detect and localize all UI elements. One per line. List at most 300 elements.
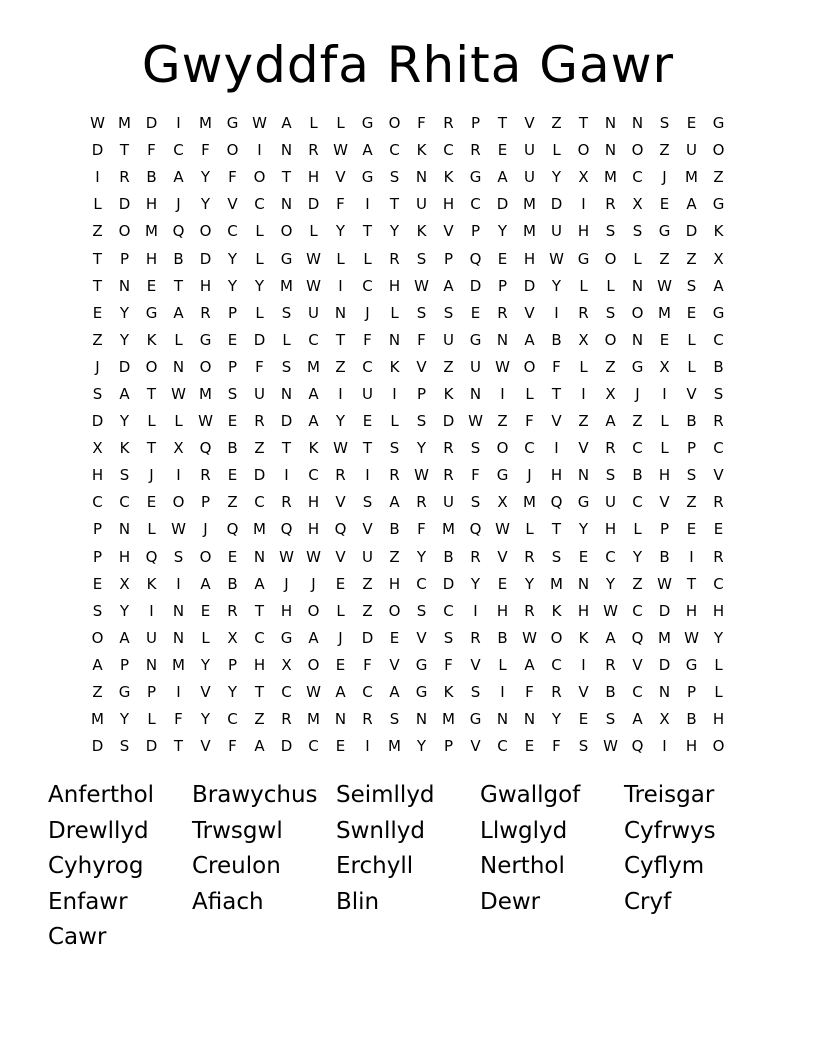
grid-letter: L xyxy=(336,601,345,620)
grid-letter: H xyxy=(307,520,320,539)
grid-letter: L xyxy=(255,303,264,322)
grid-letter: Y xyxy=(119,710,130,729)
grid-row xyxy=(84,273,732,300)
grid-row xyxy=(84,598,732,625)
grid-letter: S xyxy=(281,357,292,376)
grid-letter: R xyxy=(119,168,130,187)
grid-letter: V xyxy=(578,439,589,458)
grid-letter: V xyxy=(416,357,427,376)
grid-letter: C xyxy=(443,601,454,620)
grid-letter: Y xyxy=(200,655,211,674)
grid-letter: U xyxy=(146,628,157,647)
grid-letter: Z xyxy=(92,330,103,349)
grid-letter: R xyxy=(605,655,616,674)
grid-letter: S xyxy=(470,439,481,458)
grid-letter: S xyxy=(362,493,373,512)
grid-letter: T xyxy=(578,114,589,133)
grid-letter: U xyxy=(470,357,481,376)
grid-letter: Q xyxy=(631,737,644,756)
grid-letter: G xyxy=(280,628,293,647)
grid-letter: O xyxy=(145,357,158,376)
grid-letter: Y xyxy=(119,412,130,431)
grid-letter: R xyxy=(443,466,454,485)
grid-letter: B xyxy=(227,574,238,593)
grid-letter: C xyxy=(497,737,508,756)
grid-letter: M xyxy=(523,195,536,214)
grid-letter: B xyxy=(686,412,697,431)
grid-letter: C xyxy=(389,141,400,160)
grid-letter: A xyxy=(308,384,319,403)
grid-letter: B xyxy=(659,547,670,566)
grid-letter: X xyxy=(578,168,589,187)
grid-letter: C xyxy=(308,466,319,485)
grid-letter: K xyxy=(389,357,400,376)
grid-letter: I xyxy=(365,737,370,756)
grid-letter: A xyxy=(713,276,724,295)
grid-letter: C xyxy=(173,141,184,160)
grid-letter: K xyxy=(146,574,157,593)
grid-letter: W xyxy=(495,520,510,539)
grid-letter: C xyxy=(551,655,562,674)
grid-letter: P xyxy=(119,655,130,674)
grid-letter: M xyxy=(172,655,185,674)
grid-letter: A xyxy=(389,683,400,702)
grid-row xyxy=(84,327,732,354)
grid-letter: I xyxy=(554,303,559,322)
grid-letter: R xyxy=(416,493,427,512)
grid-letter: U xyxy=(551,222,562,241)
grid-letter: M xyxy=(523,493,536,512)
grid-letter: I xyxy=(500,384,505,403)
word-list-item: Cyflym xyxy=(624,853,705,879)
grid-letter: R xyxy=(524,601,535,620)
grid-letter: C xyxy=(524,439,535,458)
grid-letter: V xyxy=(362,520,373,539)
grid-letter: H xyxy=(577,601,590,620)
grid-letter: W xyxy=(603,737,618,756)
grid-letter: D xyxy=(658,601,671,620)
grid-letter: R xyxy=(389,249,400,268)
grid-letter: H xyxy=(118,547,131,566)
grid-letter: N xyxy=(523,710,536,729)
grid-letter: R xyxy=(524,547,535,566)
grid-letter: T xyxy=(362,222,373,241)
word-list-item: Drewllyd xyxy=(48,817,149,844)
grid-letter: J xyxy=(365,303,370,322)
grid-letter: C xyxy=(713,574,724,593)
grid-letter: P xyxy=(497,276,508,295)
grid-letter: W xyxy=(306,683,321,702)
grid-letter: Z xyxy=(92,683,103,702)
grid-letter: I xyxy=(662,737,667,756)
grid-letter: T xyxy=(254,601,265,620)
grid-letter: S xyxy=(686,466,697,485)
grid-letter: Z xyxy=(713,168,724,187)
grid-letter: T xyxy=(173,737,184,756)
grid-letter: R xyxy=(605,439,616,458)
grid-letter: N xyxy=(172,601,185,620)
grid-letter: Z xyxy=(254,710,265,729)
grid-letter: R xyxy=(443,439,454,458)
grid-letter: Y xyxy=(254,276,265,295)
grid-letter: T xyxy=(119,141,130,160)
grid-letter: N xyxy=(145,655,158,674)
grid-letter: P xyxy=(92,547,103,566)
grid-letter: I xyxy=(689,547,694,566)
grid-letter: S xyxy=(605,710,616,729)
grid-letter: Y xyxy=(632,547,643,566)
grid-letter: X xyxy=(605,384,616,403)
grid-row xyxy=(84,245,732,272)
grid-letter: C xyxy=(119,493,130,512)
grid-letter: N xyxy=(280,195,293,214)
grid-letter: A xyxy=(119,384,130,403)
grid-row xyxy=(84,516,732,543)
grid-letter: H xyxy=(199,276,212,295)
grid-letter: A xyxy=(119,628,130,647)
grid-letter: N xyxy=(118,276,131,295)
grid-letter: S xyxy=(443,628,454,647)
grid-letter: A xyxy=(254,574,265,593)
grid-letter: T xyxy=(686,574,697,593)
grid-letter: D xyxy=(550,195,563,214)
word-list-item: Blin xyxy=(336,888,380,915)
grid-letter: T xyxy=(335,330,346,349)
grid-letter: F xyxy=(363,655,372,674)
grid-letter: M xyxy=(523,222,536,241)
grid-letter: I xyxy=(662,384,667,403)
grid-letter: W xyxy=(657,276,672,295)
grid-letter: Y xyxy=(200,710,211,729)
grid-letter: U xyxy=(524,168,535,187)
grid-letter: G xyxy=(415,655,428,674)
grid-letter: W xyxy=(684,628,699,647)
word-list-item: Anferthol xyxy=(48,782,155,808)
grid-letter: Q xyxy=(631,628,644,647)
grid-letter: L xyxy=(390,412,399,431)
grid-letter: S xyxy=(92,601,103,620)
grid-letter: D xyxy=(685,222,698,241)
grid-letter: O xyxy=(226,141,239,160)
grid-letter: S xyxy=(281,303,292,322)
grid-letter: C xyxy=(308,330,319,349)
grid-letter: G xyxy=(415,683,428,702)
grid-letter: N xyxy=(334,710,347,729)
grid-letter: W xyxy=(252,114,267,133)
grid-letter: G xyxy=(118,683,131,702)
grid-letter: F xyxy=(444,655,453,674)
grid-letter: G xyxy=(199,330,212,349)
grid-letter: Z xyxy=(632,412,643,431)
grid-letter: V xyxy=(632,655,643,674)
grid-letter: I xyxy=(338,384,343,403)
grid-letter: Q xyxy=(199,439,212,458)
grid-letter: Y xyxy=(389,222,400,241)
grid-letter: S xyxy=(389,710,400,729)
grid-letter: P xyxy=(200,493,211,512)
grid-letter: E xyxy=(686,520,697,539)
grid-letter: A xyxy=(524,655,535,674)
grid-letter: F xyxy=(417,520,426,539)
grid-letter: H xyxy=(253,655,266,674)
grid-letter: N xyxy=(280,384,293,403)
grid-letter: W xyxy=(549,249,564,268)
grid-letter: I xyxy=(365,466,370,485)
grid-letter: G xyxy=(145,303,158,322)
grid-letter: K xyxy=(713,222,724,241)
grid-letter: S xyxy=(551,547,562,566)
grid-letter: T xyxy=(389,195,400,214)
grid-letter: X xyxy=(713,249,724,268)
grid-letter: H xyxy=(577,222,590,241)
grid-letter: I xyxy=(581,384,586,403)
grid-letter: I xyxy=(257,141,262,160)
grid-letter: Z xyxy=(389,547,400,566)
grid-letter: L xyxy=(579,357,588,376)
word-list xyxy=(48,778,788,956)
grid-letter: K xyxy=(308,439,319,458)
grid-letter: T xyxy=(551,384,562,403)
grid-letter: L xyxy=(525,384,534,403)
grid-letter: L xyxy=(390,303,399,322)
grid-letter: J xyxy=(95,357,100,376)
grid-letter: W xyxy=(198,412,213,431)
grid-letter: Y xyxy=(227,683,238,702)
grid-letter: O xyxy=(631,303,644,322)
grid-letter: K xyxy=(416,222,427,241)
grid-letter: E xyxy=(578,547,589,566)
grid-letter: E xyxy=(389,628,400,647)
grid-letter: I xyxy=(392,384,397,403)
grid-letter: R xyxy=(713,493,724,512)
grid-letter: W xyxy=(495,357,510,376)
grid-letter: E xyxy=(497,141,508,160)
grid-letter: T xyxy=(92,249,103,268)
grid-letter: I xyxy=(284,466,289,485)
grid-letter: E xyxy=(497,249,508,268)
grid-letter: H xyxy=(658,466,671,485)
word-list-item: Cryf xyxy=(624,888,672,915)
grid-letter: K xyxy=(416,141,427,160)
grid-letter: L xyxy=(147,710,156,729)
grid-letter: Z xyxy=(578,412,589,431)
grid-letter: N xyxy=(118,520,131,539)
grid-letter: Z xyxy=(335,357,346,376)
grid-letter: M xyxy=(442,520,455,539)
grid-letter: M xyxy=(658,303,671,322)
grid-letter: I xyxy=(338,276,343,295)
grid-letter: G xyxy=(469,168,482,187)
grid-letter: D xyxy=(253,330,266,349)
grid-letter: L xyxy=(633,249,642,268)
grid-letter: F xyxy=(147,141,156,160)
grid-letter: R xyxy=(281,493,292,512)
grid-letter: Z xyxy=(362,574,373,593)
grid-letter: U xyxy=(443,493,454,512)
grid-letter: O xyxy=(199,547,212,566)
grid-letter: C xyxy=(632,601,643,620)
grid-letter: Z xyxy=(605,357,616,376)
grid-letter: Z xyxy=(362,601,373,620)
grid-letter: D xyxy=(496,195,509,214)
grid-letter: G xyxy=(469,710,482,729)
grid-letter: L xyxy=(714,655,723,674)
grid-letter: G xyxy=(631,357,644,376)
grid-letter: E xyxy=(713,520,724,539)
grid-letter: L xyxy=(309,222,318,241)
grid-letter: K xyxy=(146,330,157,349)
grid-letter: R xyxy=(443,114,454,133)
grid-letter: D xyxy=(118,195,131,214)
grid-row xyxy=(84,652,732,679)
grid-letter: P xyxy=(227,357,238,376)
grid-letter: A xyxy=(92,655,103,674)
word-list-item: Cyhyrog xyxy=(48,853,144,879)
grid-letter: U xyxy=(362,547,373,566)
grid-row xyxy=(84,110,732,137)
grid-letter: Z xyxy=(551,114,562,133)
grid-letter: G xyxy=(280,249,293,268)
word-list-item: Cawr xyxy=(48,924,107,950)
grid-letter: A xyxy=(173,168,184,187)
grid-letter: N xyxy=(388,330,401,349)
grid-letter: V xyxy=(497,547,508,566)
grid-letter: H xyxy=(145,195,158,214)
grid-letter: G xyxy=(712,114,725,133)
grid-letter: C xyxy=(254,628,265,647)
grid-letter: X xyxy=(578,330,589,349)
grid-letter: V xyxy=(335,168,346,187)
grid-letter: R xyxy=(308,141,319,160)
grid-letter: E xyxy=(92,303,103,322)
grid-letter: S xyxy=(470,683,481,702)
grid-letter: O xyxy=(91,628,104,647)
grid-letter: G xyxy=(712,195,725,214)
grid-letter: E xyxy=(470,303,481,322)
grid-letter: X xyxy=(659,710,670,729)
grid-letter: L xyxy=(660,439,669,458)
grid-letter: Y xyxy=(524,574,535,593)
grid-letter: H xyxy=(307,493,320,512)
grid-letter: I xyxy=(95,168,100,187)
grid-letter: H xyxy=(712,710,725,729)
grid-letter: F xyxy=(471,466,480,485)
grid-letter: T xyxy=(551,520,562,539)
grid-letter: O xyxy=(604,330,617,349)
grid-letter: M xyxy=(604,168,617,187)
grid-letter: D xyxy=(523,276,536,295)
grid-letter: N xyxy=(658,683,671,702)
grid-letter: A xyxy=(497,168,508,187)
grid-letter: M xyxy=(550,574,563,593)
grid-letter: V xyxy=(200,683,211,702)
grid-letter: D xyxy=(91,141,104,160)
grid-letter: H xyxy=(496,601,509,620)
grid-letter: R xyxy=(227,601,238,620)
grid-letter: N xyxy=(415,168,428,187)
grid-letter: F xyxy=(255,357,264,376)
grid-letter: C xyxy=(713,330,724,349)
grid-letter: Z xyxy=(659,249,670,268)
grid-letter: C xyxy=(632,168,643,187)
grid-letter: L xyxy=(174,330,183,349)
grid-letter: V xyxy=(470,737,481,756)
grid-row xyxy=(84,300,732,327)
grid-letter: T xyxy=(92,276,103,295)
grid-letter: T xyxy=(254,683,265,702)
grid-letter: X xyxy=(659,357,670,376)
grid-letter: J xyxy=(662,168,667,187)
grid-letter: R xyxy=(713,412,724,431)
grid-letter: O xyxy=(604,249,617,268)
page-title: Gwyddfa Rhita Gawr xyxy=(141,36,675,94)
grid-letter: T xyxy=(281,168,292,187)
grid-letter: S xyxy=(578,737,589,756)
word-list-item: Brawychus xyxy=(192,782,318,808)
grid-letter: A xyxy=(173,303,184,322)
grid-letter: G xyxy=(361,168,374,187)
grid-letter: E xyxy=(92,574,103,593)
grid-letter: C xyxy=(605,547,616,566)
grid-letter: C xyxy=(254,493,265,512)
grid-letter: D xyxy=(280,412,293,431)
grid-letter: N xyxy=(496,710,509,729)
grid-letter: O xyxy=(172,493,185,512)
grid-letter: L xyxy=(147,412,156,431)
word-list-item: Llwglyd xyxy=(480,817,568,844)
grid-letter: V xyxy=(578,683,589,702)
grid-letter: W xyxy=(333,439,348,458)
grid-letter: V xyxy=(713,466,724,485)
grid-letter: U xyxy=(254,384,265,403)
grid-letter: P xyxy=(686,683,697,702)
word-list-item: Creulon xyxy=(192,853,281,879)
grid-letter: L xyxy=(201,628,210,647)
grid-letter: Z xyxy=(632,574,643,593)
grid-letter: U xyxy=(308,303,319,322)
grid-letter: H xyxy=(91,466,104,485)
grid-letter: S xyxy=(605,303,616,322)
grid-letter: L xyxy=(336,249,345,268)
grid-letter: F xyxy=(525,412,534,431)
grid-letter: W xyxy=(279,547,294,566)
grid-letter: H xyxy=(712,601,725,620)
grid-letter: O xyxy=(631,141,644,160)
grid-letter: B xyxy=(605,683,616,702)
grid-letter: X xyxy=(119,574,130,593)
word-list-item: Cyfrwys xyxy=(624,817,716,844)
grid-letter: S xyxy=(389,168,400,187)
grid-letter: E xyxy=(146,276,157,295)
grid-letter: M xyxy=(307,710,320,729)
grid-letter: D xyxy=(307,195,320,214)
grid-letter: V xyxy=(524,114,535,133)
grid-letter: O xyxy=(388,114,401,133)
grid-letter: P xyxy=(686,439,697,458)
grid-letter: W xyxy=(603,601,618,620)
grid-letter: L xyxy=(363,249,372,268)
grid-row xyxy=(84,354,732,381)
grid-letter: C xyxy=(470,195,481,214)
grid-letter: N xyxy=(577,466,590,485)
word-list-item: Treisgar xyxy=(624,782,715,808)
grid-letter: N xyxy=(631,330,644,349)
grid-letter: I xyxy=(149,601,154,620)
grid-letter: A xyxy=(254,737,265,756)
grid-letter: C xyxy=(281,683,292,702)
grid-letter: A xyxy=(605,628,616,647)
grid-letter: Y xyxy=(416,439,427,458)
